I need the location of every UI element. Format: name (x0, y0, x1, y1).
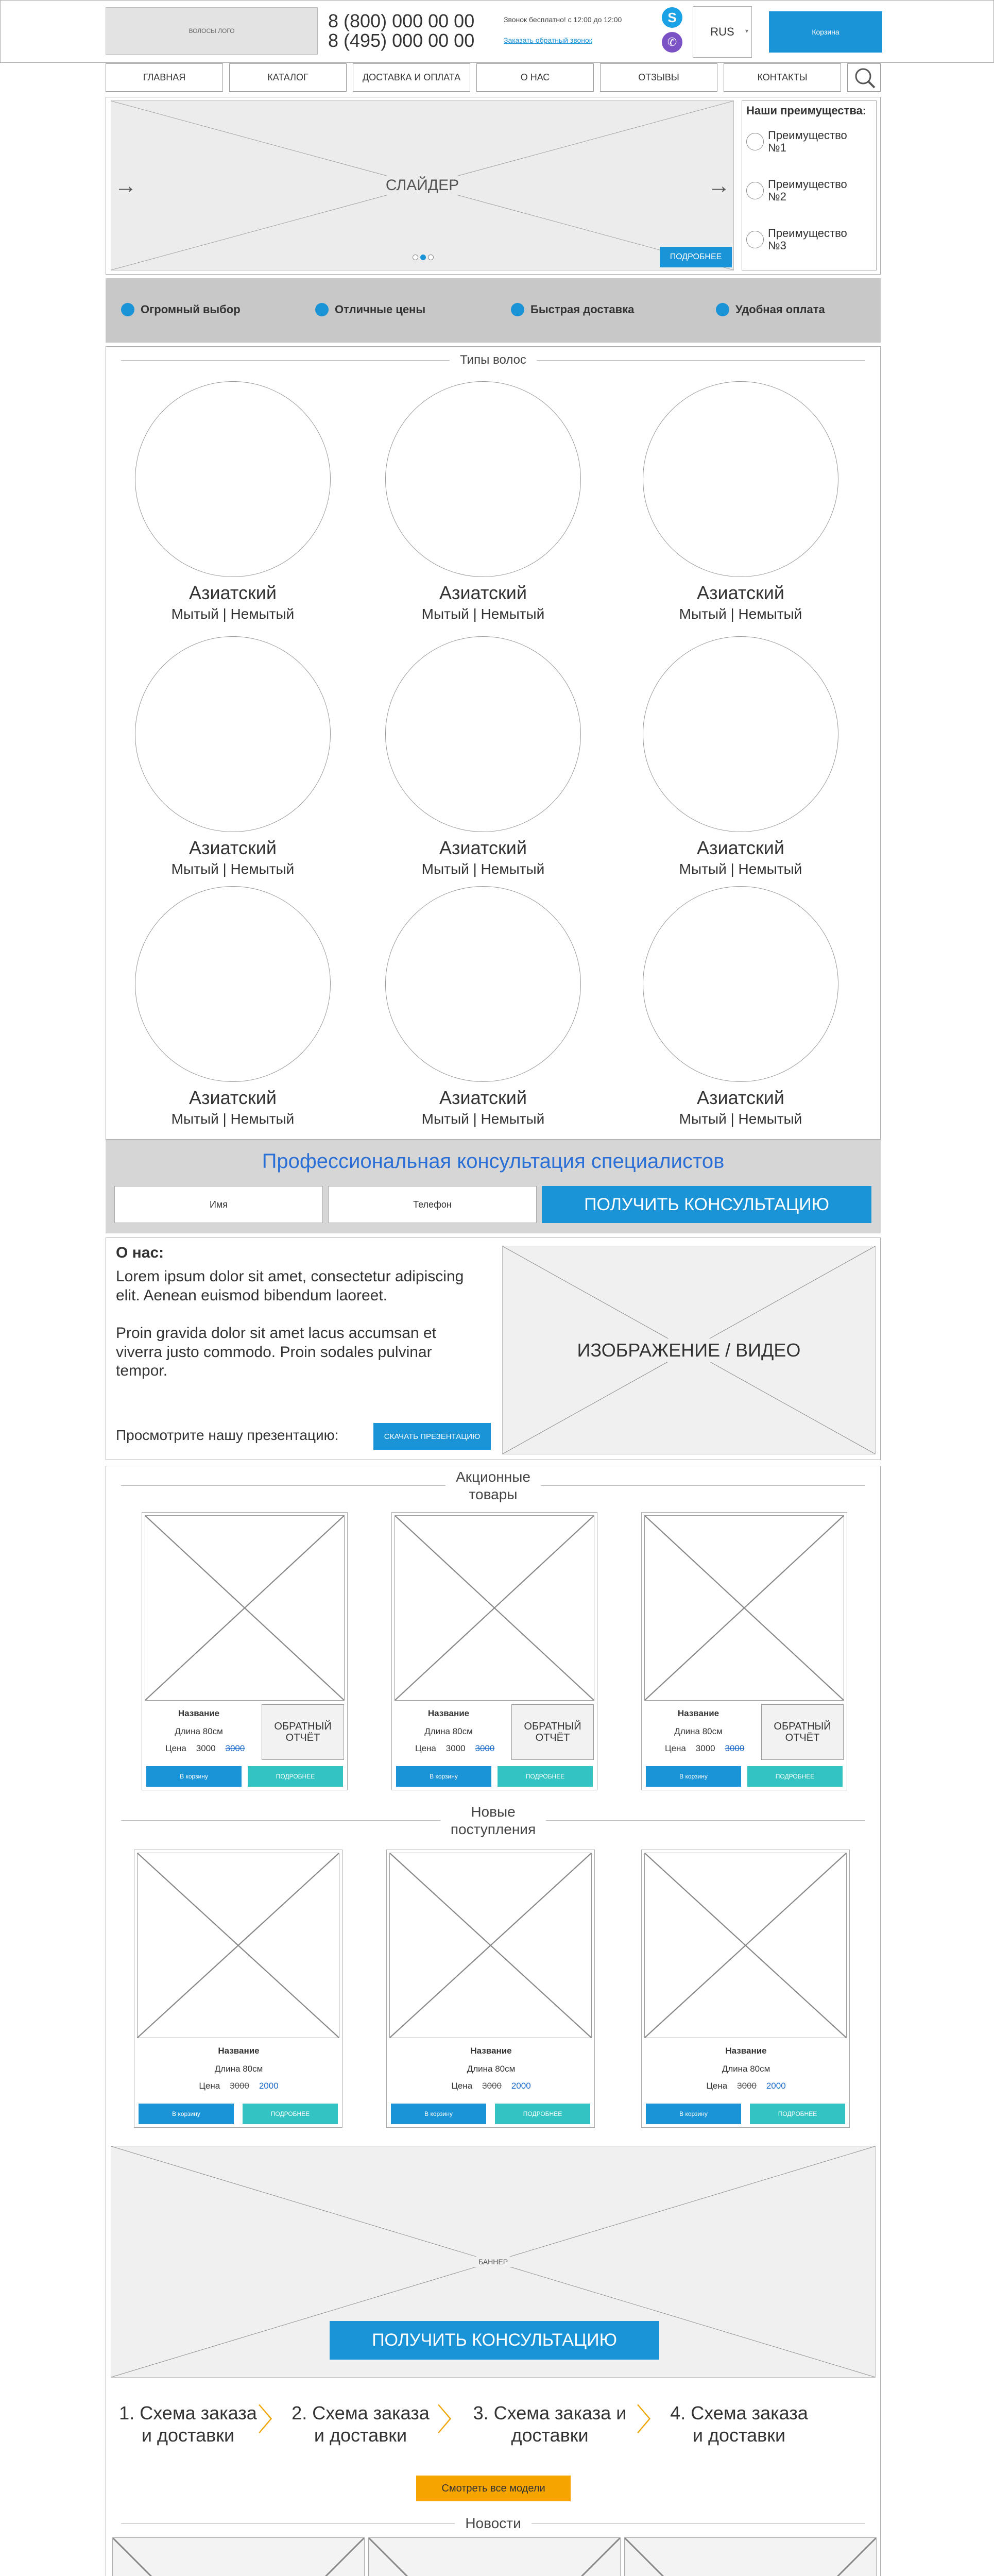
old-price: 3000 (482, 2081, 502, 2091)
slider[interactable] (111, 100, 734, 270)
advantage-item (746, 129, 855, 154)
promo-card (391, 1512, 597, 1790)
hair-type-image[interactable] (643, 381, 838, 577)
details-button[interactable]: ПОДРОБНЕЕ (243, 2104, 338, 2124)
download-presentation-button[interactable]: СКАЧАТЬ ПРЕЗЕНТАЦИЮ (373, 1423, 491, 1450)
consult-title: Профессиональная консультация специалистов (262, 1150, 725, 1173)
chevron-down-icon: ▾ (745, 27, 748, 35)
hair-type-image[interactable] (643, 636, 838, 832)
language-select[interactable] (693, 6, 752, 58)
feature-label: Огромный выбор (141, 303, 241, 316)
phone-primary[interactable]: 8 (800) 000 00 00 (328, 10, 475, 31)
price-value: 3000 (445, 1743, 466, 1753)
news-card[interactable] (624, 2537, 877, 2576)
step-2 (286, 2402, 435, 2446)
hair-type-sub[interactable]: Мытый | Немытый (421, 606, 545, 622)
arrow-right-icon[interactable]: → (708, 173, 730, 198)
new-title-line2: поступления (450, 1821, 536, 1837)
hair-type-name[interactable]: Азиатский (697, 582, 784, 603)
hair-type-name[interactable]: Азиатский (439, 837, 527, 858)
step-line: доставки (511, 2425, 589, 2446)
add-to-cart-button[interactable]: В корзину (646, 2104, 741, 2124)
step-line: 3. Схема заказа и (473, 2402, 627, 2424)
step-1 (113, 2402, 263, 2446)
step-line: и доставки (314, 2425, 407, 2446)
product-image[interactable] (145, 1515, 345, 1701)
advantages-box (742, 100, 877, 270)
nav-home[interactable]: ГЛАВНАЯ (106, 63, 223, 92)
hair-type-name[interactable]: Азиатский (697, 837, 784, 858)
feature-icon (511, 303, 524, 316)
product-image[interactable] (389, 1853, 592, 2038)
nav-about[interactable]: О НАС (476, 63, 594, 92)
hair-type-image[interactable] (135, 381, 331, 577)
product-price-row (165, 1743, 245, 1754)
product-price-row (415, 1743, 494, 1754)
hair-type-image[interactable] (135, 636, 331, 832)
add-to-cart-button[interactable]: В корзину (396, 1766, 491, 1787)
product-length: Длина 80см (722, 2064, 770, 2074)
about-media[interactable] (502, 1246, 876, 1454)
hair-type-image[interactable] (385, 886, 581, 1082)
all-models-button[interactable]: Смотреть все модели (416, 2476, 571, 2501)
hair-type-image[interactable] (385, 381, 581, 577)
feature-icon (315, 303, 329, 316)
slider-more-button[interactable]: ПОДРОБНЕЕ (660, 247, 732, 267)
price-label: Цена (665, 1743, 686, 1753)
feature-label: Быстрая доставка (530, 303, 635, 316)
hair-types-title: Типы волос (111, 353, 876, 367)
consult-button[interactable]: ПОЛУЧИТЬ КОНСУЛЬТАЦИЮ (542, 1186, 871, 1223)
news-card[interactable] (368, 2537, 621, 2576)
phone-secondary[interactable]: 8 (495) 000 00 00 (328, 30, 475, 51)
news-card[interactable] (112, 2537, 365, 2576)
hair-type-sub[interactable]: Мытый | Немытый (679, 861, 802, 877)
slider-dot-active[interactable] (420, 255, 426, 260)
hair-type-name[interactable]: Азиатский (189, 837, 277, 858)
news-image[interactable] (625, 2538, 876, 2576)
step-line: 4. Схема заказа (670, 2402, 808, 2424)
feature-item (511, 303, 634, 316)
viber-icon[interactable]: ✆ (662, 32, 682, 53)
old-price: 3000 (475, 1743, 495, 1753)
old-price: 3000 (725, 1743, 745, 1753)
add-to-cart-button[interactable]: В корзину (391, 2104, 486, 2124)
new-item-card (386, 1850, 595, 2128)
price-label: Цена (415, 1743, 436, 1753)
promo-card (142, 1512, 348, 1790)
advantage-item (746, 178, 855, 203)
feature-item (716, 303, 825, 316)
feedback-box[interactable]: ОБРАТНЫЙ ОТЧЁТ (511, 1704, 594, 1760)
details-button[interactable]: ПОДРОБНЕЕ (498, 1766, 593, 1787)
product-price-row (134, 2081, 343, 2091)
details-button[interactable]: ПОДРОБНЕЕ (747, 1766, 843, 1787)
logo[interactable]: ВОЛОСЫ ЛОГО (106, 7, 318, 55)
step-line: 1. Схема заказа (119, 2402, 257, 2424)
details-button[interactable]: ПОДРОБНЕЕ (248, 1766, 343, 1787)
advantage-icon (746, 231, 764, 248)
about-paragraph-2: Proin gravida dolor sit amet lacus accumsan et viverra justo commodo. Proin sodales pulvinar tempor. (116, 1325, 436, 1380)
product-name[interactable]: Название (470, 2046, 512, 2056)
advantage-icon (746, 182, 764, 199)
feature-icon (121, 303, 134, 316)
new-price: 2000 (766, 2081, 786, 2091)
hair-type-name[interactable]: Азиатский (189, 582, 277, 603)
step-line: и доставки (692, 2425, 786, 2446)
chevron-right-icon: 〉 (258, 2403, 288, 2437)
hair-type-name[interactable]: Азиатский (439, 1087, 527, 1108)
hair-type-sub[interactable]: Мытый | Немытый (679, 606, 802, 622)
add-to-cart-button[interactable]: В корзину (139, 2104, 234, 2124)
slider-label: СЛАЙДЕР (383, 176, 462, 195)
new-items-title (111, 1803, 876, 1838)
callback-link[interactable]: Заказать обратный звонок (504, 36, 592, 44)
news-image[interactable] (369, 2538, 620, 2576)
search-icon[interactable] (847, 63, 881, 92)
add-to-cart-button[interactable]: В корзину (146, 1766, 242, 1787)
step-3 (466, 2402, 633, 2446)
nav-delivery[interactable]: ДОСТАВКА И ОПЛАТА (353, 63, 470, 92)
product-length: Длина 80см (214, 2064, 263, 2074)
new-item-card (134, 1850, 342, 2128)
product-name[interactable]: Название (427, 1708, 470, 1718)
details-button[interactable]: ПОДРОБНЕЕ (750, 2104, 845, 2124)
name-input[interactable]: Имя (114, 1186, 323, 1223)
product-length: Длина 80см (175, 1726, 223, 1736)
product-length: Длина 80см (424, 1726, 473, 1736)
feature-item (315, 303, 425, 316)
language-value: RUS (710, 25, 734, 38)
add-to-cart-button[interactable]: В корзину (646, 1766, 741, 1787)
hair-type-image[interactable] (643, 886, 838, 1082)
hair-type-name[interactable]: Азиатский (697, 1087, 784, 1108)
product-length: Длина 80см (467, 2064, 516, 2074)
hair-type-name[interactable]: Азиатский (189, 1087, 277, 1108)
advantages-title: Наши преимущества: (746, 104, 867, 117)
about-title: О нас: (116, 1244, 164, 1261)
feedback-box[interactable]: ОБРАТНЫЙ ОТЧЁТ (761, 1704, 844, 1760)
chevron-right-icon: 〉 (437, 2403, 468, 2437)
hair-type-image[interactable] (135, 886, 331, 1082)
feature-label: Отличные цены (335, 303, 426, 316)
free-call-text: Звонок бесплатно! с 12:00 до 12:00 (504, 15, 622, 24)
details-button[interactable]: ПОДРОБНЕЕ (495, 2104, 590, 2124)
product-price-row (665, 1743, 744, 1754)
advantage-item (746, 227, 855, 252)
product-image[interactable] (644, 1515, 844, 1701)
feature-icon (716, 303, 729, 316)
hair-type-sub[interactable]: Мытый | Немытый (171, 606, 295, 622)
new-price: 2000 (259, 2081, 279, 2091)
price-label: Цена (165, 1743, 186, 1753)
advantage-label: Преимущество №2 (768, 178, 847, 204)
feedback-box[interactable]: ОБРАТНЫЙ ОТЧЁТ (262, 1704, 344, 1760)
step-4 (664, 2402, 814, 2446)
arrow-left-icon[interactable]: → (114, 173, 137, 198)
product-price-row (387, 2081, 595, 2091)
advantage-label: Преимущество №1 (768, 129, 847, 155)
hair-type-sub[interactable]: Мытый | Немытый (171, 1111, 295, 1127)
cart-button[interactable]: Корзина (769, 11, 882, 53)
step-line: и доставки (141, 2425, 235, 2446)
slider-dot[interactable] (428, 255, 434, 260)
price-label: Цена (451, 2081, 473, 2091)
phone-input[interactable]: Телефон (328, 1186, 537, 1223)
product-image[interactable] (137, 1853, 339, 2038)
product-name[interactable]: Название (677, 1708, 719, 1718)
product-name[interactable]: Название (218, 2046, 260, 2056)
news-title: Новости (111, 2515, 876, 2532)
new-item-card (641, 1850, 850, 2128)
nav-catalog[interactable]: КАТАЛОГ (229, 63, 347, 92)
news-image[interactable] (113, 2538, 364, 2576)
new-title-line1: Новые (471, 1804, 516, 1820)
promo-title-line2: товары (469, 1486, 518, 1502)
price-value: 3000 (695, 1743, 715, 1753)
product-price-row (642, 2081, 850, 2091)
product-name[interactable]: Название (725, 2046, 767, 2056)
skype-icon[interactable]: S (662, 7, 682, 28)
hair-type-sub[interactable]: Мытый | Немытый (679, 1111, 802, 1127)
step-line: 2. Схема заказа (292, 2402, 430, 2424)
old-price: 3000 (230, 2081, 249, 2091)
nav-contacts[interactable]: КОНТАКТЫ (724, 63, 841, 92)
about-paragraph-1: Lorem ipsum dolor sit amet, consectetur adipiscing elit. Aenean euismod bibendum laoreet. (116, 1268, 464, 1304)
hair-type-sub[interactable]: Мытый | Немытый (421, 1111, 545, 1127)
hair-type-image[interactable] (385, 636, 581, 832)
promo-title-line1: Акционные (456, 1469, 530, 1485)
media-label: ИЗОБРАЖЕНИЕ / ВИДЕО (574, 1338, 804, 1362)
advantage-icon (746, 133, 764, 150)
feature-label: Удобная оплата (735, 303, 825, 316)
slider-dot[interactable] (413, 255, 418, 260)
new-price: 2000 (511, 2081, 531, 2091)
presentation-text: Просмотрите нашу презентацию: (116, 1427, 339, 1443)
hair-type-sub[interactable]: Мытый | Немытый (421, 861, 545, 877)
chevron-right-icon: 〉 (636, 2403, 667, 2437)
price-label: Цена (199, 2081, 220, 2091)
promo-card (641, 1512, 847, 1790)
product-image[interactable] (644, 1853, 847, 2038)
hair-type-sub[interactable]: Мытый | Немытый (171, 861, 295, 877)
old-price: 3000 (737, 2081, 757, 2091)
nav-reviews[interactable]: ОТЗЫВЫ (600, 63, 717, 92)
banner-consult-button[interactable]: ПОЛУЧИТЬ КОНСУЛЬТАЦИЮ (330, 2321, 659, 2360)
old-price: 3000 (225, 1743, 245, 1753)
feature-item (121, 303, 241, 316)
product-length: Длина 80см (674, 1726, 723, 1736)
banner-label: БАННЕР (475, 2257, 511, 2267)
product-name[interactable]: Название (178, 1708, 220, 1718)
slider-dots[interactable] (413, 255, 434, 260)
product-image[interactable] (395, 1515, 594, 1701)
price-label: Цена (706, 2081, 728, 2091)
hair-type-name[interactable]: Азиатский (439, 582, 527, 603)
promo-title (111, 1468, 876, 1503)
advantage-label: Преимущество №3 (768, 227, 847, 252)
price-value: 3000 (196, 1743, 216, 1753)
